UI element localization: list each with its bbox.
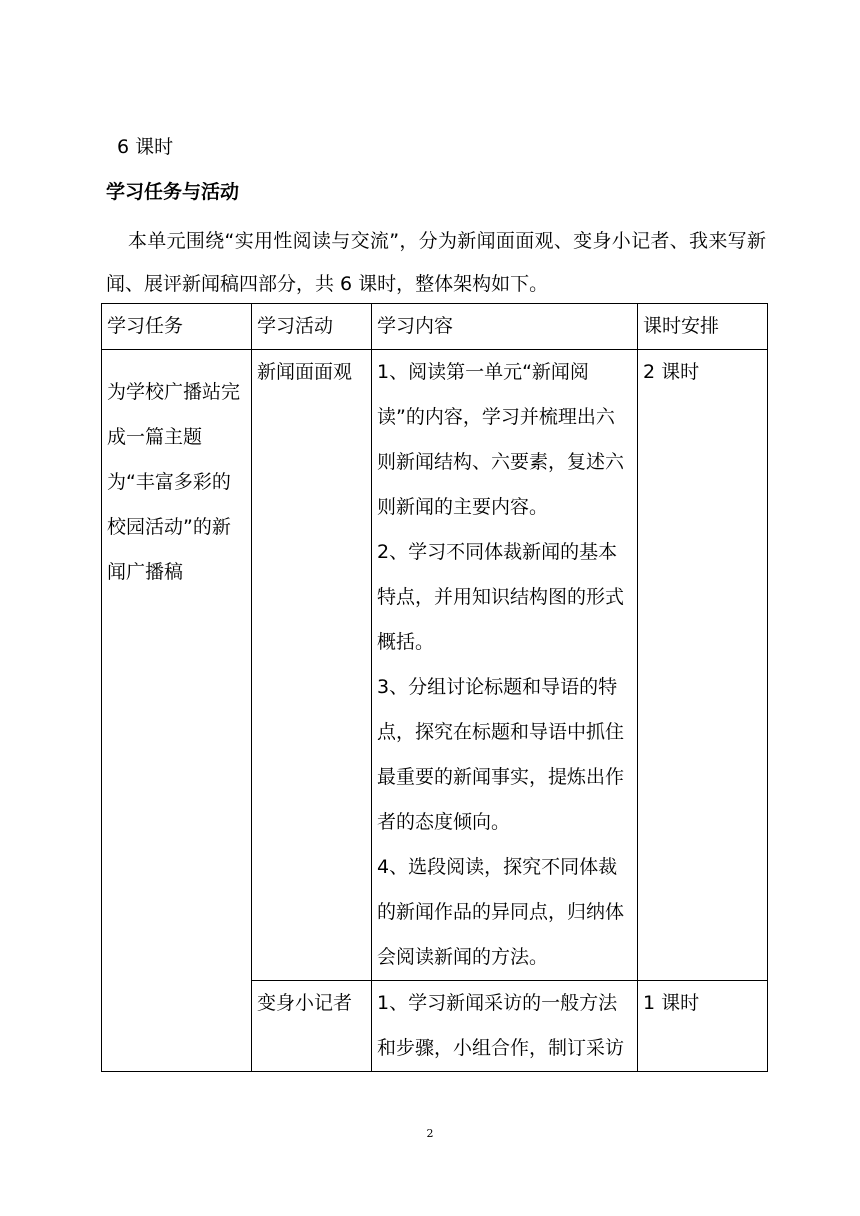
- activity-cell: 新闻面面观: [252, 350, 372, 981]
- section-heading: 学习任务与活动: [106, 181, 240, 203]
- content-item: 1、阅读第一单元“新闻阅读”的内容，学习并梳理出六则新闻结构、六要素，复述六则新闻的主要内容。: [377, 361, 625, 518]
- header-task: 学习任务: [102, 304, 252, 350]
- header-activity: 学习活动: [252, 304, 372, 350]
- content-item: 1、学习新闻采访的一般方法和步骤，小组合作，制订采访: [377, 992, 625, 1059]
- content-item: 4、选段阅读，探究不同体裁的新闻作品的异同点，归纳体会阅读新闻的方法。: [377, 856, 625, 968]
- task-table: [101, 303, 768, 1072]
- page-number: 2: [426, 1127, 434, 1140]
- header-content: 学习内容: [372, 304, 638, 350]
- hours-cell: 2 课时: [638, 350, 768, 981]
- table-row: [102, 350, 768, 981]
- content-cell: [372, 981, 638, 1072]
- activity-cell: 变身小记者: [252, 981, 372, 1072]
- intro-paragraph: 本单元围绕“实用性阅读与交流”，分为新闻面面观、变身小记者、我来写新闻、展评新闻稿四部分，共 6 课时，整体架构如下。: [106, 230, 766, 295]
- task-text: 为学校广播站完成一篇主题为“丰富多彩的校园活动”的新闻广播稿: [107, 381, 241, 583]
- content-item: 3、分组讨论标题和导语的特点，探究在标题和导语中抓住最重要的新闻事实，提炼出作者的态度倾向。: [377, 676, 625, 833]
- content-item: 2、学习不同体裁新闻的基本特点，并用知识结构图的形式概括。: [377, 541, 625, 653]
- content-cell: [372, 350, 638, 981]
- task-cell: [102, 350, 252, 1072]
- table-header-row: [102, 304, 768, 350]
- hours-cell: 1 课时: [638, 981, 768, 1072]
- hours-line: 6 课时: [117, 136, 174, 158]
- header-hours: 课时安排: [638, 304, 768, 350]
